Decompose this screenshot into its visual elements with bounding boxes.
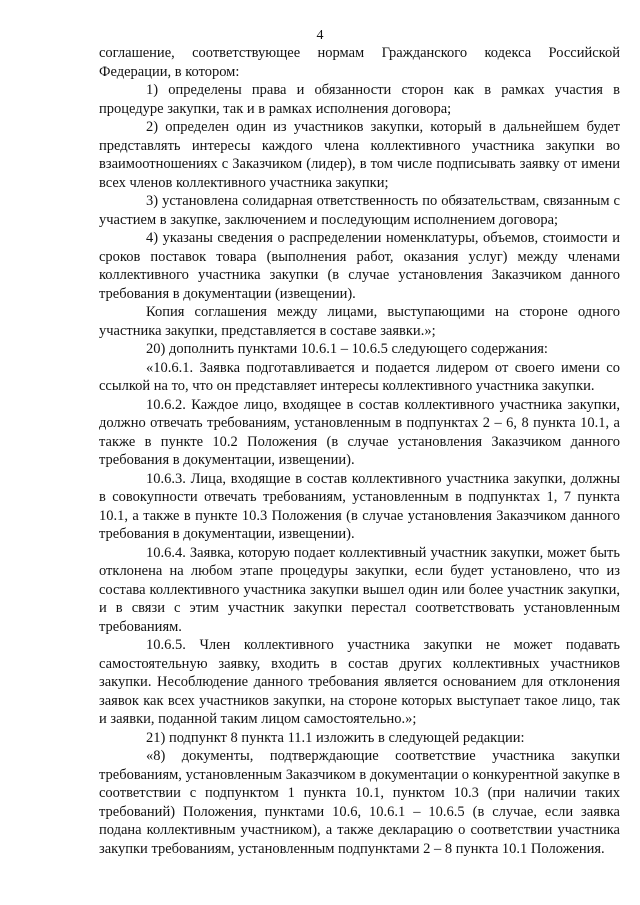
paragraph-subclause-8: «8) документы, подтверждающие соответствие участника закупки требованиям, установленным Заказчиком в документации о конкурентной закупке в соответствии с подпунктом 1 пункта 10.1, пунктом 10.3 (при наличии таких требований) Положения, пунктами 10.6, 10.6.1 – 10.6.5 (в случае, если заявка подана коллективным участником), а также декларацию о соответствии участника закупки требованиям, установленным подпунктами 2 – 8 пункта 10.1 Положения. (99, 748, 620, 857)
paragraph-item-3: 3) установлена солидарная ответственность по обязательствам, связанным с участием в закупке, заключением и последующим исполнением договора; (99, 193, 620, 228)
paragraph-item-1: 1) определены права и обязанности сторон как в рамках участия в процедуре закупки, так и в рамках исполнения договора; (99, 82, 620, 117)
paragraph-amendment-21: 21) подпункт 8 пункта 11.1 изложить в следующей редакции: (146, 729, 525, 746)
paragraph-clause-10-6-1: «10.6.1. Заявка подготавливается и подается лидером от своего имени со ссылкой на то, что он представляет интересы коллективного участника закупки. (99, 359, 620, 394)
paragraph-agreement-copy: Копия соглашения между лицами, выступающими на стороне одного участника закупки, представляется в составе заявки.»; (99, 304, 620, 339)
paragraph-clause-10-6-5: 10.6.5. Член коллективного участника закупки не может подавать самостоятельную заявку, входить в состав других коллективных участников закупки. Несоблюдение данного требования является основанием для отклонения заявок как всех участников закупки, на стороне которых выступает такое лицо, так и заявки, поданной таким лицом самостоятельно.»; (99, 637, 620, 727)
paragraph-item-2: 2) определен один из участников закупки, который в дальнейшем будет представлять интересы каждого члена коллективного участника закупки во взаимоотношениях с Заказчиком (лидер), в том числе подписывать заявку от имени всех членов коллективного участника закупки; (99, 119, 620, 191)
paragraph-agreement-intro: соглашение, соответствующее нормам Гражданского кодекса Российской Федерации, в котором: (99, 45, 620, 80)
paragraph-amendment-20: 20) дополнить пунктами 10.6.1 – 10.6.5 следующего содержания: (146, 341, 548, 357)
document-body (99, 44, 620, 858)
paragraph-clause-10-6-3: 10.6.3. Лица, входящие в состав коллективного участника закупки, должны в совокупности отвечать требованиям, установленным в подпунктах 1, 7 пункта 10.1, а также в пункте 10.3 Положения (в случае установления Заказчиком данного требования в документации, извещении). (99, 470, 620, 542)
paragraph-clause-10-6-2: 10.6.2. Каждое лицо, входящее в состав коллективного участника закупки, должно отвечать требованиям, установленным в подпунктах 2 – 6, 8 пункта 10.1, а также в пункте 10.2 Положения (в случае установления Заказчиком данного требования в документации, извещении). (99, 396, 620, 468)
paragraph-clause-10-6-4: 10.6.4. Заявка, которую подает коллективный участник закупки, может быть отклонена на любом этапе процедуры закупки, если будет установлено, что из состава коллективного участника закупки вышел один или более участник закупки, и в связи с этим участник закупки перестал соответствовать установленным требованиям. (99, 544, 620, 635)
paragraph-item-4: 4) указаны сведения о распределении номенклатуры, объемов, стоимости и сроков поставок товара (выполнения работ, оказания услуг) между членами коллективного участника закупки (в случае установления Заказчиком данного требования в документации (извещении). (99, 230, 620, 302)
page-number: 4 (316, 28, 324, 43)
